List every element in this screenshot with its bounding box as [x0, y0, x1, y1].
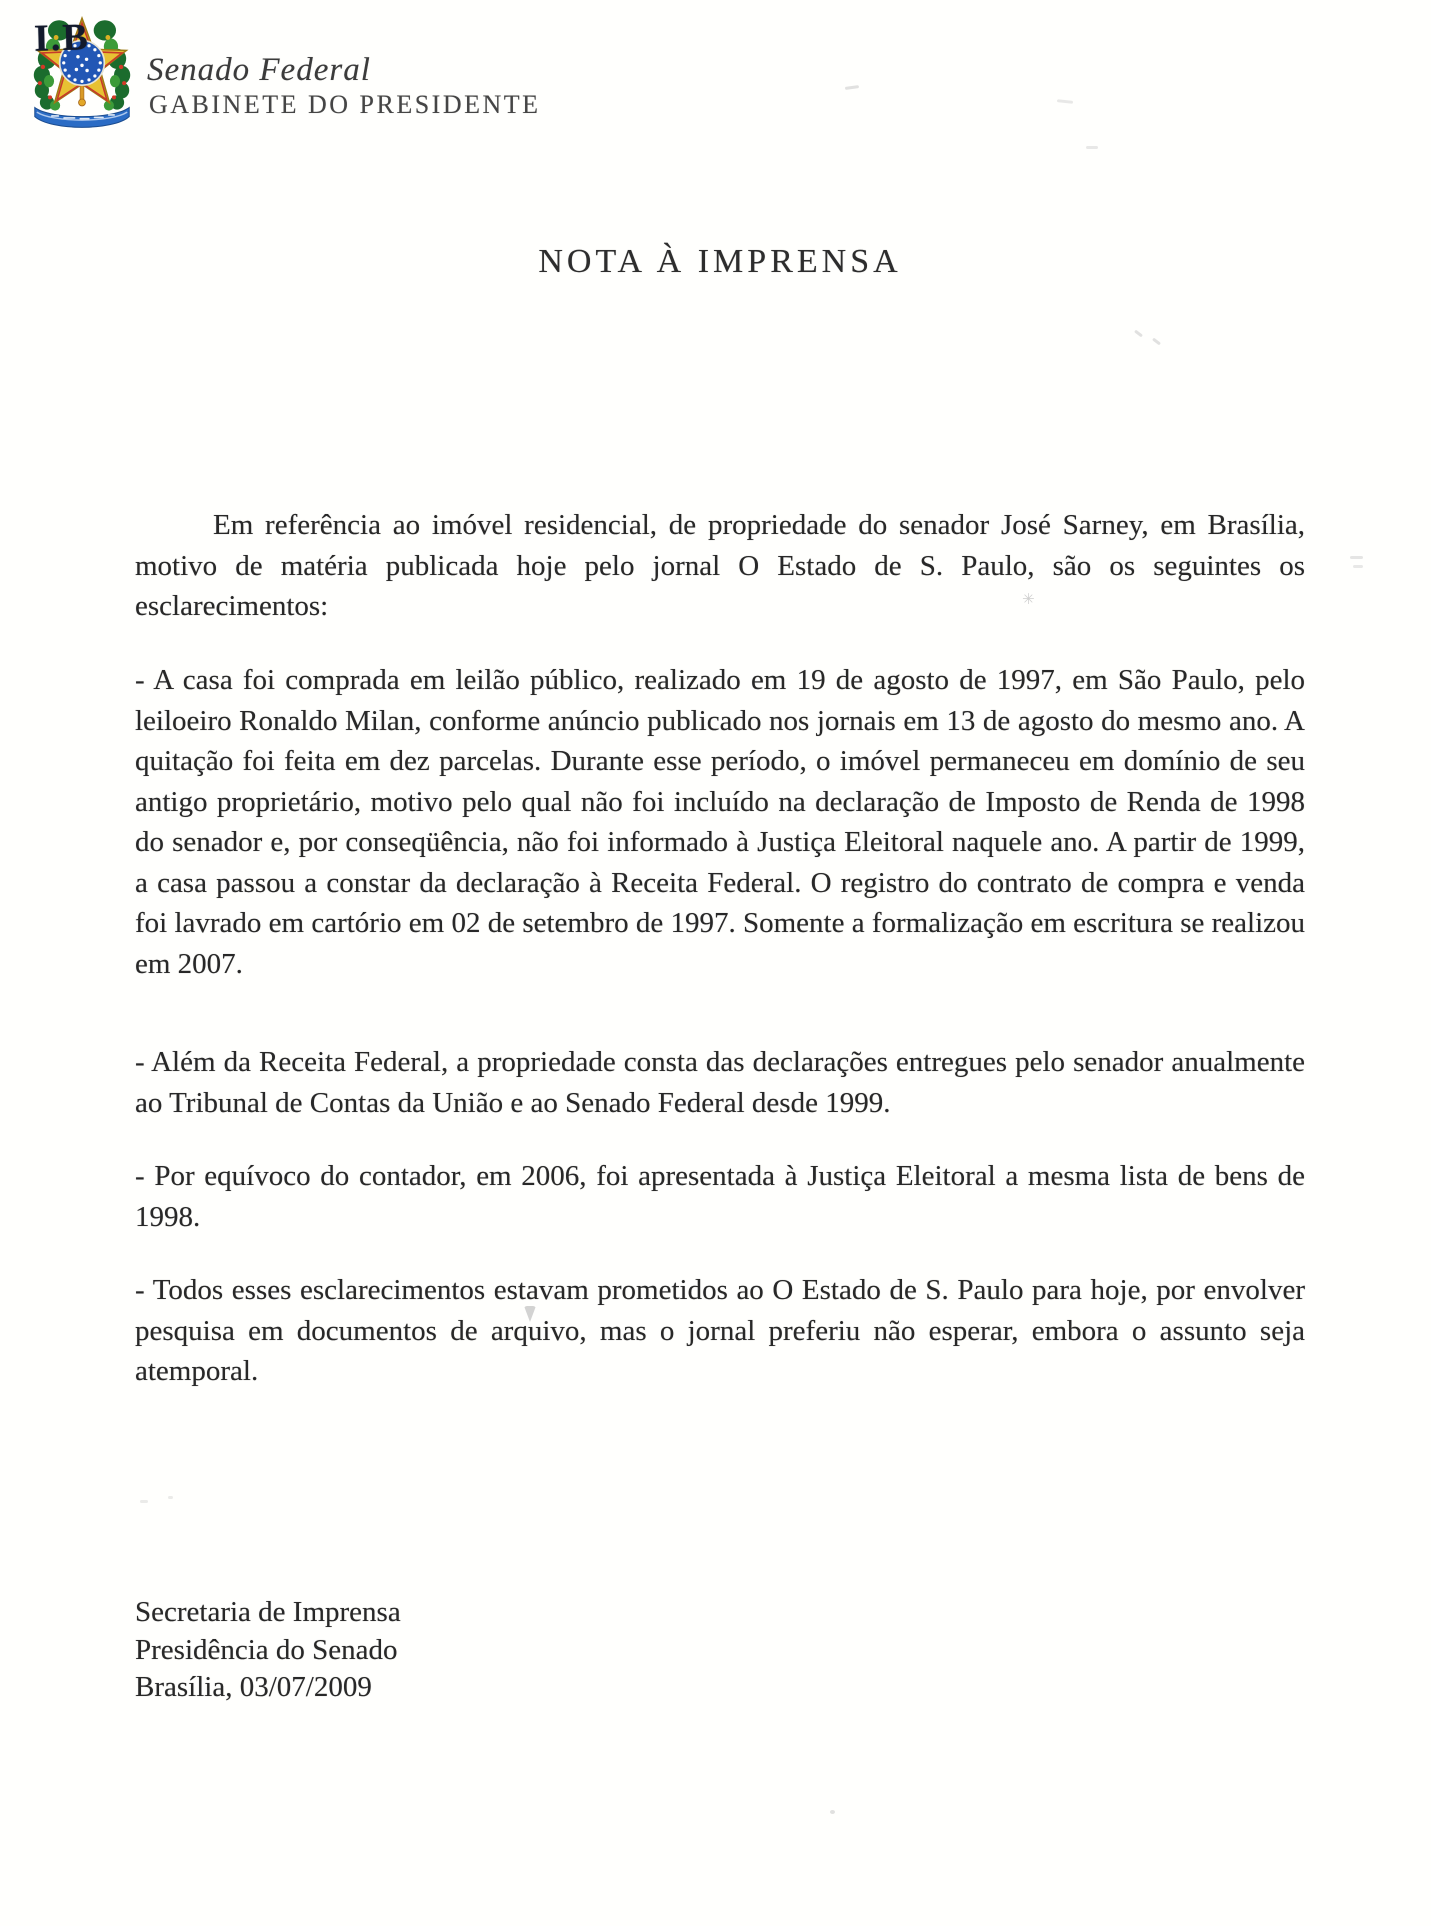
body-paragraph-intro: Em referência ao imóvel residencial, de propriedade do senador José Sarney, em Brasília, motivo de matéria publicada hoje pelo jornal O Estado de S. Paulo, são os seguintes os esclarecimentos:	[135, 509, 1305, 622]
scan-artifact	[1057, 99, 1073, 104]
handwritten-initials-stamp: I.B	[33, 16, 91, 60]
org-name: Senado Federal	[147, 52, 371, 88]
scan-artifact	[1134, 330, 1143, 338]
scan-artifact	[1152, 338, 1161, 346]
body-paragraph-purchase-details: - A casa foi comprada em leilão público, realizado em 19 de agosto de 1997, em São Paulo, pelo leiloeiro Ronaldo Milan, conforme anúncio publicado nos jornais em 13 de agosto do mesmo ano. A quitação foi feita em dez parcelas. Durante esse período, o imóvel permaneceu em domínio de seu antigo proprietário, motivo pelo qual não foi incluído na declaração de Imposto de Renda de 1998 do senador e, por conseqüência, não foi informado à Justiça Eleitoral naquele ano. A partir de 1999, a casa passou a constar da declaração à Receita Federal. O registro do contrato de compra e venda foi lavrado em cartório em 02 de setembro de 1997. Somente a formalização em escritura se realizou em 2007.	[135, 664, 1305, 980]
body-paragraph-declarations: - Além da Receita Federal, a propriedade consta das declarações entregues pelo senador anualmente ao Tribunal de Contas da União e ao Senado Federal desde 1999.	[135, 1046, 1305, 1119]
scan-artifact: ✳	[1022, 590, 1035, 608]
signature-line-presidency: Presidência do Senado	[135, 1633, 398, 1666]
body-paragraph-accountant-error: - Por equívoco do contador, em 2006, foi apresentada à Justiça Eleitoral a mesma lista de bens de 1998.	[135, 1160, 1305, 1233]
document-title: NOTA À IMPRENSA	[538, 243, 902, 280]
body-paragraph-closing: - Todos esses esclarecimentos estavam prometidos ao O Estado de S. Paulo para hoje, por envolver pesquisa em documentos de arquivo, mas o jornal preferiu não esperar, embora o assunto seja atemporal.	[135, 1274, 1305, 1387]
scan-artifact	[168, 1496, 173, 1499]
signature-block	[135, 1594, 401, 1707]
signature-line-date: Brasília, 03/07/2009	[135, 1671, 372, 1703]
scan-artifact	[1350, 556, 1363, 559]
signature-line-office: Secretaria de Imprensa	[135, 1596, 401, 1628]
scan-artifact	[830, 1810, 835, 1814]
scan-artifact	[1086, 146, 1098, 149]
scan-artifact	[1353, 565, 1363, 568]
org-unit: GABINETE DO PRESIDENTE	[149, 90, 541, 119]
scan-artifact	[140, 1500, 148, 1503]
scan-artifact	[845, 85, 859, 90]
